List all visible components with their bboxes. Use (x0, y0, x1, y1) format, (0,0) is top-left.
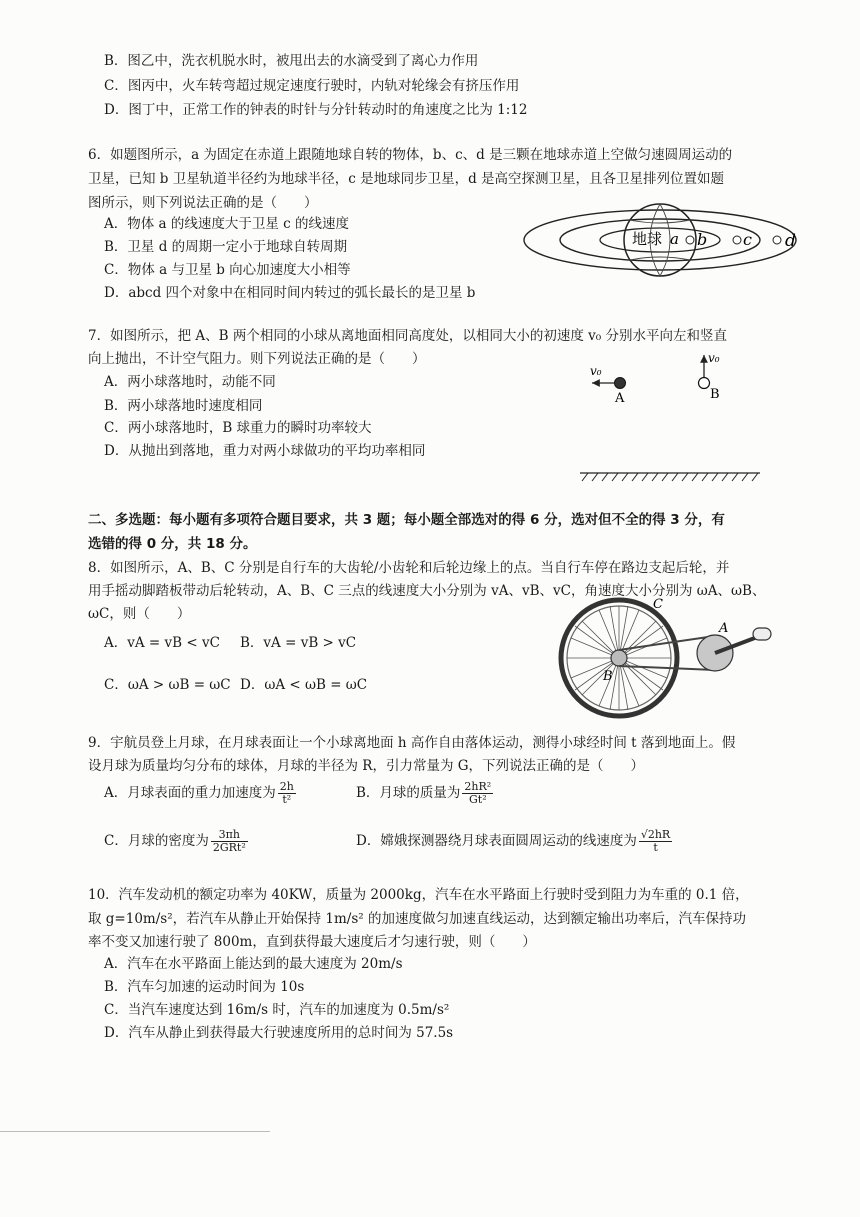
ball-b-label: B (710, 387, 720, 402)
q7-option-b: B．两小球落地时速度相同 (104, 398, 263, 414)
satellite-orbit-figure (520, 198, 820, 280)
q9-option-c: C．月球的密度为 $\frac{3\pi h}{\text{2GRt²}}$ (104, 828, 246, 854)
earth-label: 地球 (632, 230, 663, 248)
small-sprocket (611, 650, 627, 666)
q10-stem-line1: 10．汽车发动机的额定功率为 40KW，质量为 2000kg，汽车在水平路面上行驶时受到阻力为车重的 0.1 倍， (88, 887, 749, 903)
q9-option-d: D．嫦娥探测器绕月球表面圆周运动的线速度为 $\frac{√2hR}{t}$ (356, 828, 671, 854)
q6-stem-line2: 卫星，已知 b 卫星轨道半径约为地球半径，c 是地球同步卫星，d 是高空探测卫星，且各卫星排列位置如题 (88, 171, 725, 187)
q10-stem-line3: 率不变又加速行驶了 800m，直到获得最大速度后才匀速行驶，则（ ） (88, 934, 536, 950)
q7-option-d: D．从抛出到落地，重力对两小球做功的平均功率相同 (104, 443, 426, 459)
q9-option-a: A．月球表面的重力加速度为 $\frac{2h}{\text{t²}}$ (104, 780, 294, 806)
q8-option-a: A．vA = vB < vC (104, 635, 220, 651)
projectile-figure (580, 345, 770, 485)
q10-option-a: A．汽车在水平路面上能达到的最大速度为 20m/s (104, 956, 403, 972)
q8-stem-line1: 8．如图所示，A、B、C 分别是自行车的大齿轮/小齿轮和后轮边缘上的点。当自行车停在路边支起后轮，并 (88, 560, 730, 576)
frac-a: $\frac{2h}{\text{t²}}$ (279, 780, 294, 806)
q7-stem-line2: 向上抛出，不计空气阻力。则下列说法正确的是（ ） (88, 351, 426, 367)
q7-stem-line1: 7．如图所示，把 A、B 两个相同的小球从离地面相同高度处，以相同大小的初速度 v₀ 分别水平向左和竖直 (88, 328, 727, 344)
bicycle-wheel-figure (555, 596, 785, 726)
frac-c: $\frac{3\pi h}{\text{2GRt²}}$ (212, 828, 246, 854)
point-c-label: C (653, 597, 663, 612)
section2-heading-line1: 二、多选题：每小题有多项符合题目要求，共 3 题；每小题全部选对的得 6 分，选对但不全的得 3 分，有 (88, 512, 725, 528)
q9-option-b: B．月球的质量为 $\frac{\text{2hR²}}{\text{Gt²}}$ (356, 780, 492, 806)
label-a: a (670, 230, 679, 248)
frac-d: $\frac{√2hR}{t}$ (640, 828, 671, 854)
q5-option-b: B．图乙中，洗衣机脱水时，被甩出去的水滴受到了离心力作用 (104, 53, 479, 69)
label-c: c (743, 230, 752, 249)
q6-option-b: B．卫星 d 的周期一定小于地球自转周期 (104, 239, 348, 255)
q10-stem-line2: 取 g=10m/s²，若汽车从静止开始保持 1m/s² 的加速度做匀加速直线运动，达到额定输出功率后，汽车保持功 (88, 911, 746, 927)
ball-a (615, 378, 626, 389)
ball-a-label: A (615, 391, 625, 406)
q5-option-d: D．图丁中，正常工作的钟表的时针与分针转动时的角速度之比为 1:12 (104, 102, 528, 118)
q6-stem-line3: 图所示，则下列说法正确的是（ ） (88, 195, 318, 211)
q8-option-d: D．ωA < ωB = ωC (240, 677, 368, 693)
q6-option-d: D．abcd 四个对象中在相同时间内转过的弧长最长的是卫星 b (104, 285, 476, 301)
q6-stem-line1: 6．如题图所示，a 为固定在赤道上跟随地球自转的物体，b、c、d 是三颗在地球赤道上空做匀速圆周运动的 (88, 147, 733, 163)
v0-left-label: v₀ (590, 364, 602, 378)
q7-option-a: A．两小球落地时，动能不同 (104, 374, 276, 390)
q8-option-b: B．vA = vB > vC (240, 635, 357, 651)
q6-option-a: A．物体 a 的线速度大于卫星 c 的线速度 (104, 216, 350, 232)
point-a-label: A (719, 621, 729, 636)
q8-stem-line3: ωC，则（ ） (88, 606, 191, 622)
q7-option-c: C．两小球落地时，B 球重力的瞬时功率较大 (104, 420, 372, 436)
q8-stem-line2: 用手摇动脚踏板带动后轮转动，A、B、C 三点的线速度大小分别为 vA、vB、vC，角速度大小分别为 ωA、ωB、 (88, 583, 766, 599)
q6-option-c: C．物体 a 与卫星 b 向心加速度大小相等 (104, 262, 351, 278)
section2-heading-line2: 选错的得 0 分，共 18 分。 (88, 536, 257, 552)
q5-option-c: C．图丙中，火车转弯超过规定速度行驶时，内轨对轮缘会有挤压作用 (104, 78, 520, 94)
q10-option-d: D．汽车从静止到获得最大行驶速度所用的总时间为 57.5s (104, 1025, 454, 1041)
label-b: b (697, 230, 708, 249)
v0-up-label: v₀ (708, 351, 720, 365)
q10-option-b: B．汽车匀加速的运动时间为 10s (104, 979, 305, 995)
frac-b: $\frac{\text{2hR²}}{\text{Gt²}}$ (464, 780, 492, 806)
q9-stem-line2: 设月球为质量均匀分布的球体，月球的半径为 R，引力常量为 G，下列说法正确的是（ ） (88, 758, 645, 774)
q10-option-c: C．当汽车速度达到 16m/s 时，汽车的加速度为 0.5m/s² (104, 1002, 450, 1018)
ball-b (699, 378, 710, 389)
q8-option-c: C．ωA > ωB = ωC (104, 677, 231, 693)
point-b-label: B (603, 669, 613, 684)
pedal-handle (753, 628, 771, 640)
footer-rule (0, 1131, 270, 1132)
label-d: d (785, 231, 796, 251)
q9-stem-line1: 9．宇航员登上月球，在月球表面让一个小球离地面 h 高作自由落体运动，测得小球经时间 t 落到地面上。假 (88, 735, 736, 751)
